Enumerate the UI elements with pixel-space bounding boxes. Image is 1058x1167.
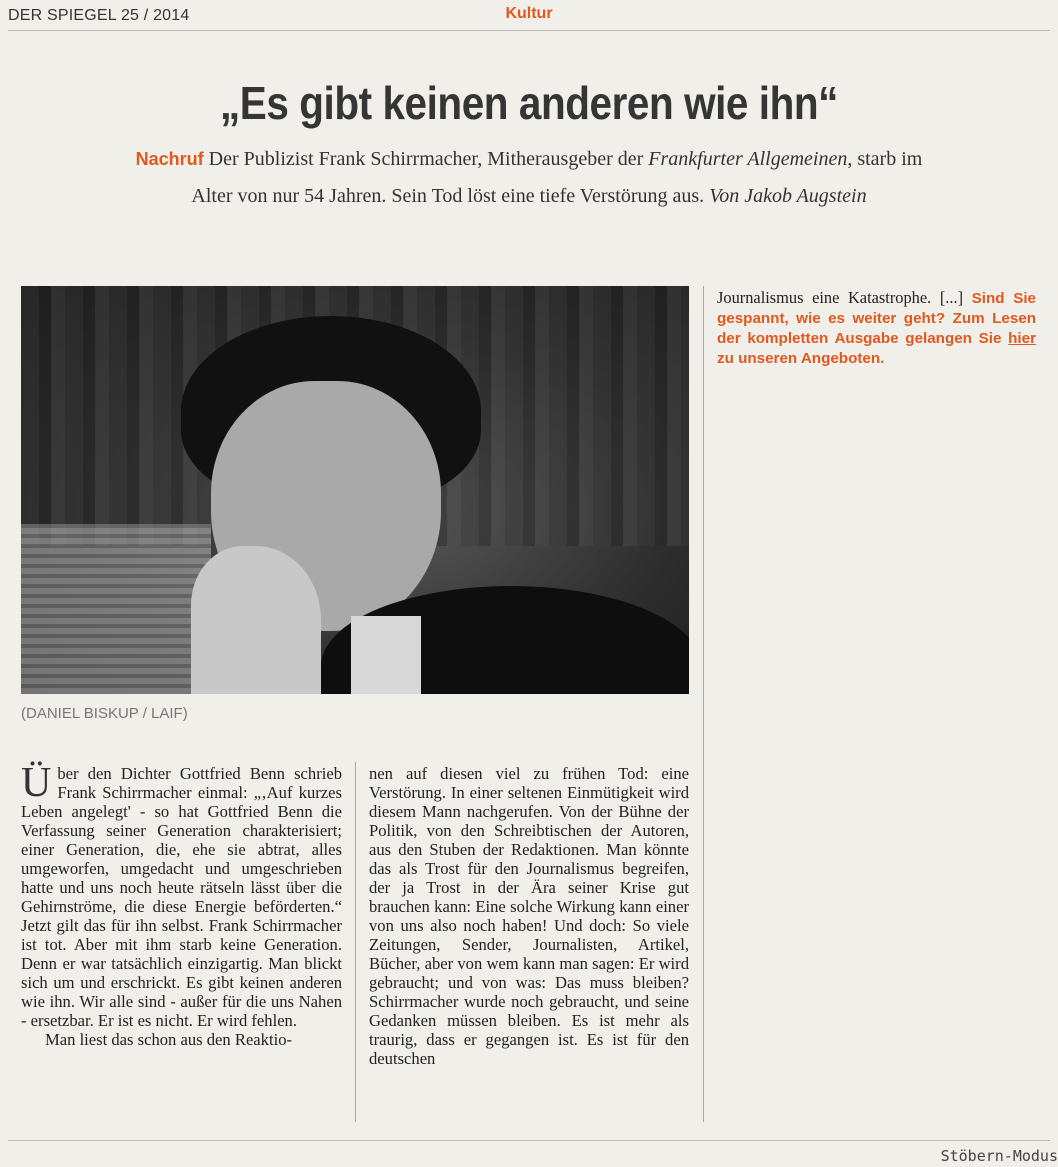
body-column-2-text: nen auf diesen viel zu frühen Tod: eine Verstörung. In einer seltenen Einmütigkeit wird diesem Mann nachgerufen. Von der Bühne der Politik, von den Schreibtischen der Autoren, aus den Stuben der Redaktionen. Man könnte das als Trost für den Journalismus begreifen, der ja Trost in der Ära seiner Krise gut brauchen kann: Eine solche Wirkung kann einer von uns also noch haben! Und doch: So viele Zeitungen, Sender, Journalisten, Artikel, Bücher, aber von wem kann man sagen: Er wird gebraucht; und von was: Das muss bleiben? Schirrmacher wurde noch gebraucht, und seine Gedanken müssen bleiben. Es ist mehr als traurig, dass er gegangen ist. Es ist für den deutschen xyxy=(369,764,689,1068)
dropcap: Ü xyxy=(21,760,52,806)
lead-newspaper: Frankfurter Allgemeinen xyxy=(648,148,848,170)
header-divider xyxy=(8,30,1050,31)
lead-text-2: , starb im Alter von nur 54 Jahren. Sein Tod löst eine tiefe Verstörung aus. xyxy=(191,148,923,207)
photo-shirt xyxy=(351,616,421,694)
side-column xyxy=(717,288,1036,368)
lead-text-1: Der Publizist Frank Schirrmacher, Mitherausgeber der xyxy=(203,148,649,170)
lead-kicker: Nachruf xyxy=(135,149,204,169)
section-label[interactable]: Kultur xyxy=(505,5,553,22)
body-column-1 xyxy=(21,760,342,1049)
offers-link[interactable]: hier xyxy=(1008,330,1036,347)
photo-hand xyxy=(191,546,321,694)
article-photo xyxy=(21,286,689,694)
footer-divider xyxy=(8,1140,1050,1141)
side-column-divider xyxy=(703,286,704,1122)
paywall-cta-text-2: zu unseren Angeboten. xyxy=(717,350,885,367)
article-title: „Es gibt keinen anderen wie ihn“ xyxy=(219,77,838,129)
lead-byline: Von Jakob Augstein xyxy=(709,185,867,207)
side-text: Journalismus eine Katastrophe. [...] xyxy=(717,288,972,307)
browse-mode-label[interactable]: Stöbern-Modus xyxy=(940,1147,1058,1165)
photo-books xyxy=(21,524,211,694)
body-paragraph-2: Man liest das schon aus den Reaktio- xyxy=(45,1030,293,1049)
body-column-2 xyxy=(369,764,689,1068)
photo-caption: (DANIEL BISKUP / LAIF) xyxy=(21,705,188,722)
magazine-issue-label: DER SPIEGEL 25 / 2014 xyxy=(8,7,190,24)
body-paragraph-1: ber den Dichter Gottfried Benn schrieb Frank Schirrmacher einmal: „‚Auf kurzes Leben angelegt' - so hat Gottfried Benn die Verfassung seiner Generation charakterisiert; einer Generation, die, ehe sie abtrat, alles umgeworfen, umgedacht und umgeschrieben hatte und uns noch heute rätseln lässt über die Gehirnströme, die diese Energie beförderten.“ Jetzt gilt das für ihn selbst. Frank Schirrmacher ist tot. Aber mit ihm starb keine Generation. Denn er war tatsächlich einzigartig. Man blickt sich um und erschrickt. Es gibt keinen anderen wie ihn. Wir alle sind - außer für die uns Nahen - ersetzbar. Er ist es nicht. Er wird fehlen. xyxy=(21,764,342,1030)
body-column-divider xyxy=(355,762,356,1122)
article-lead xyxy=(120,141,938,215)
paywall-cta-text-1: Sind Sie gespannt, wie es weiter geht? Zum Lesen der kompletten Ausgabe gelangen Sie xyxy=(717,290,1037,347)
